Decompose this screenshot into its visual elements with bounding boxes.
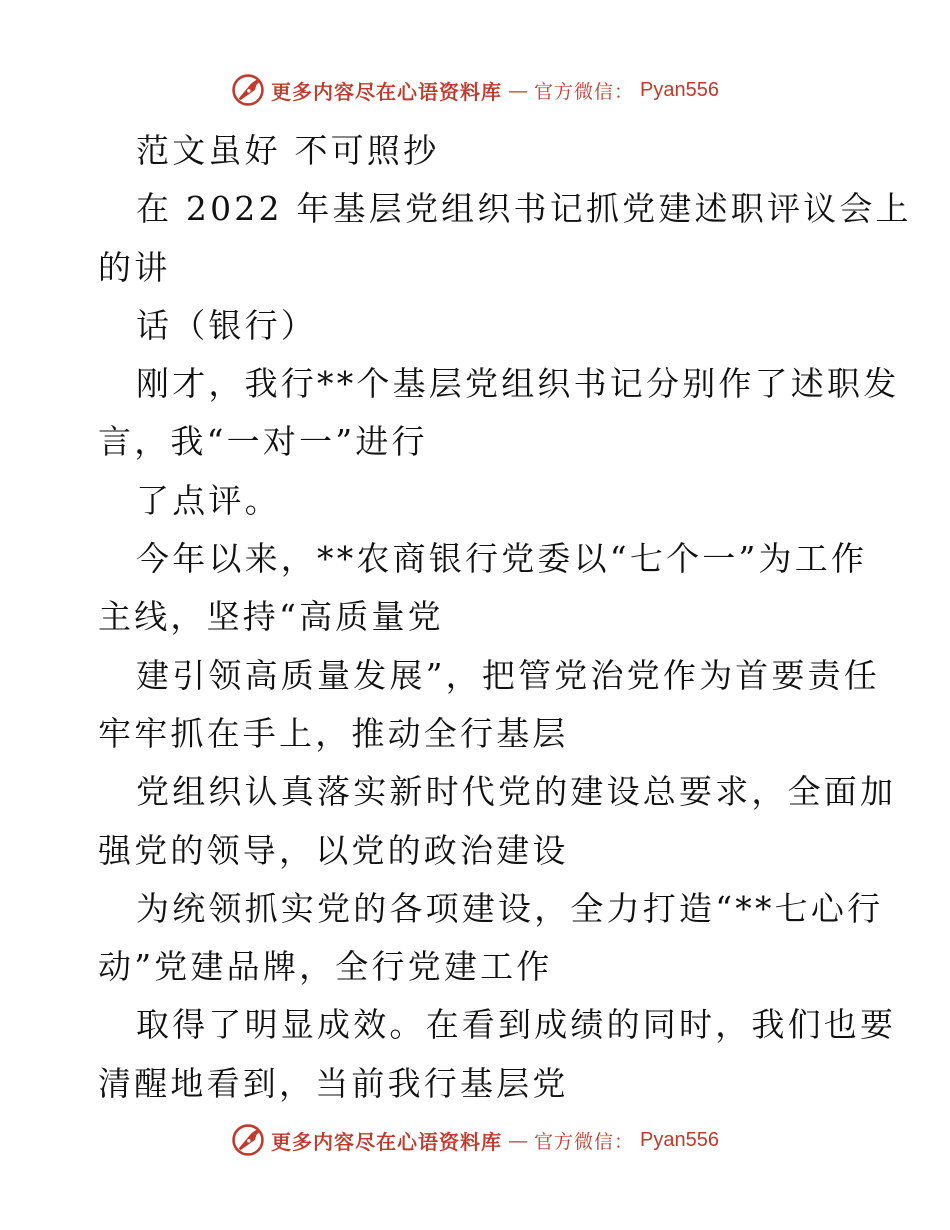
- page-footer-banner: [0, 1120, 950, 1160]
- text-line: 为统领抓实党的各项建设，全力打造“**七心行: [136, 888, 884, 928]
- text-line: 主线，坚持“高质量党: [98, 597, 444, 637]
- text-line: 牢牢抓在手上，推动全行基层: [98, 713, 569, 753]
- banner-separator: —: [508, 1128, 528, 1152]
- banner-wechat-label: 官方微信：: [534, 80, 635, 103]
- banner-main-text: 更多内容尽在心语资料库: [271, 79, 502, 104]
- text-line: 在 2022 年基层党组织书记抓党建述职评议会上: [136, 189, 912, 229]
- text-line: 取得了明显成效。在看到成绩的同时，我们也要: [136, 1005, 897, 1045]
- banner-content: [231, 73, 719, 107]
- text-line: 强党的领导，以党的政治建设: [98, 830, 569, 870]
- text-line: 话（银行）: [136, 305, 317, 345]
- text-line: 了点评。: [136, 480, 281, 520]
- banner-wechat-label: 官方微信：: [534, 1130, 635, 1153]
- text-line: 范文虽好 不可照抄: [136, 131, 440, 170]
- banner-wechat-id: Pyan556: [640, 78, 719, 101]
- banner-main-text: 更多内容尽在心语资料库: [271, 1129, 502, 1154]
- text-line: 动”党建品牌，全行党建工作: [98, 947, 553, 987]
- text-line: 的讲: [98, 247, 171, 287]
- text-line: 言，我“一对一”进行: [98, 422, 428, 462]
- pen-nib-logo-icon: [231, 73, 265, 107]
- pen-nib-logo-icon: [231, 1123, 265, 1157]
- page-header-banner: [0, 70, 950, 110]
- banner-separator: —: [508, 78, 528, 102]
- document-body: [98, 122, 912, 1113]
- text-line: 清醒地看到，当前我行基层党: [98, 1063, 569, 1103]
- text-line: 党组织认真落实新时代党的建设总要求，全面加: [136, 772, 897, 812]
- banner-content: [231, 1123, 719, 1157]
- banner-wechat-id: Pyan556: [640, 1128, 719, 1151]
- text-line: 今年以来，**农商银行党委以“七个一”为工作: [136, 539, 868, 579]
- text-line: 刚才，我行**个基层党组织书记分别作了述职发: [136, 364, 900, 404]
- text-line: 建引领高质量发展”，把管党治党作为首要责任: [136, 655, 881, 695]
